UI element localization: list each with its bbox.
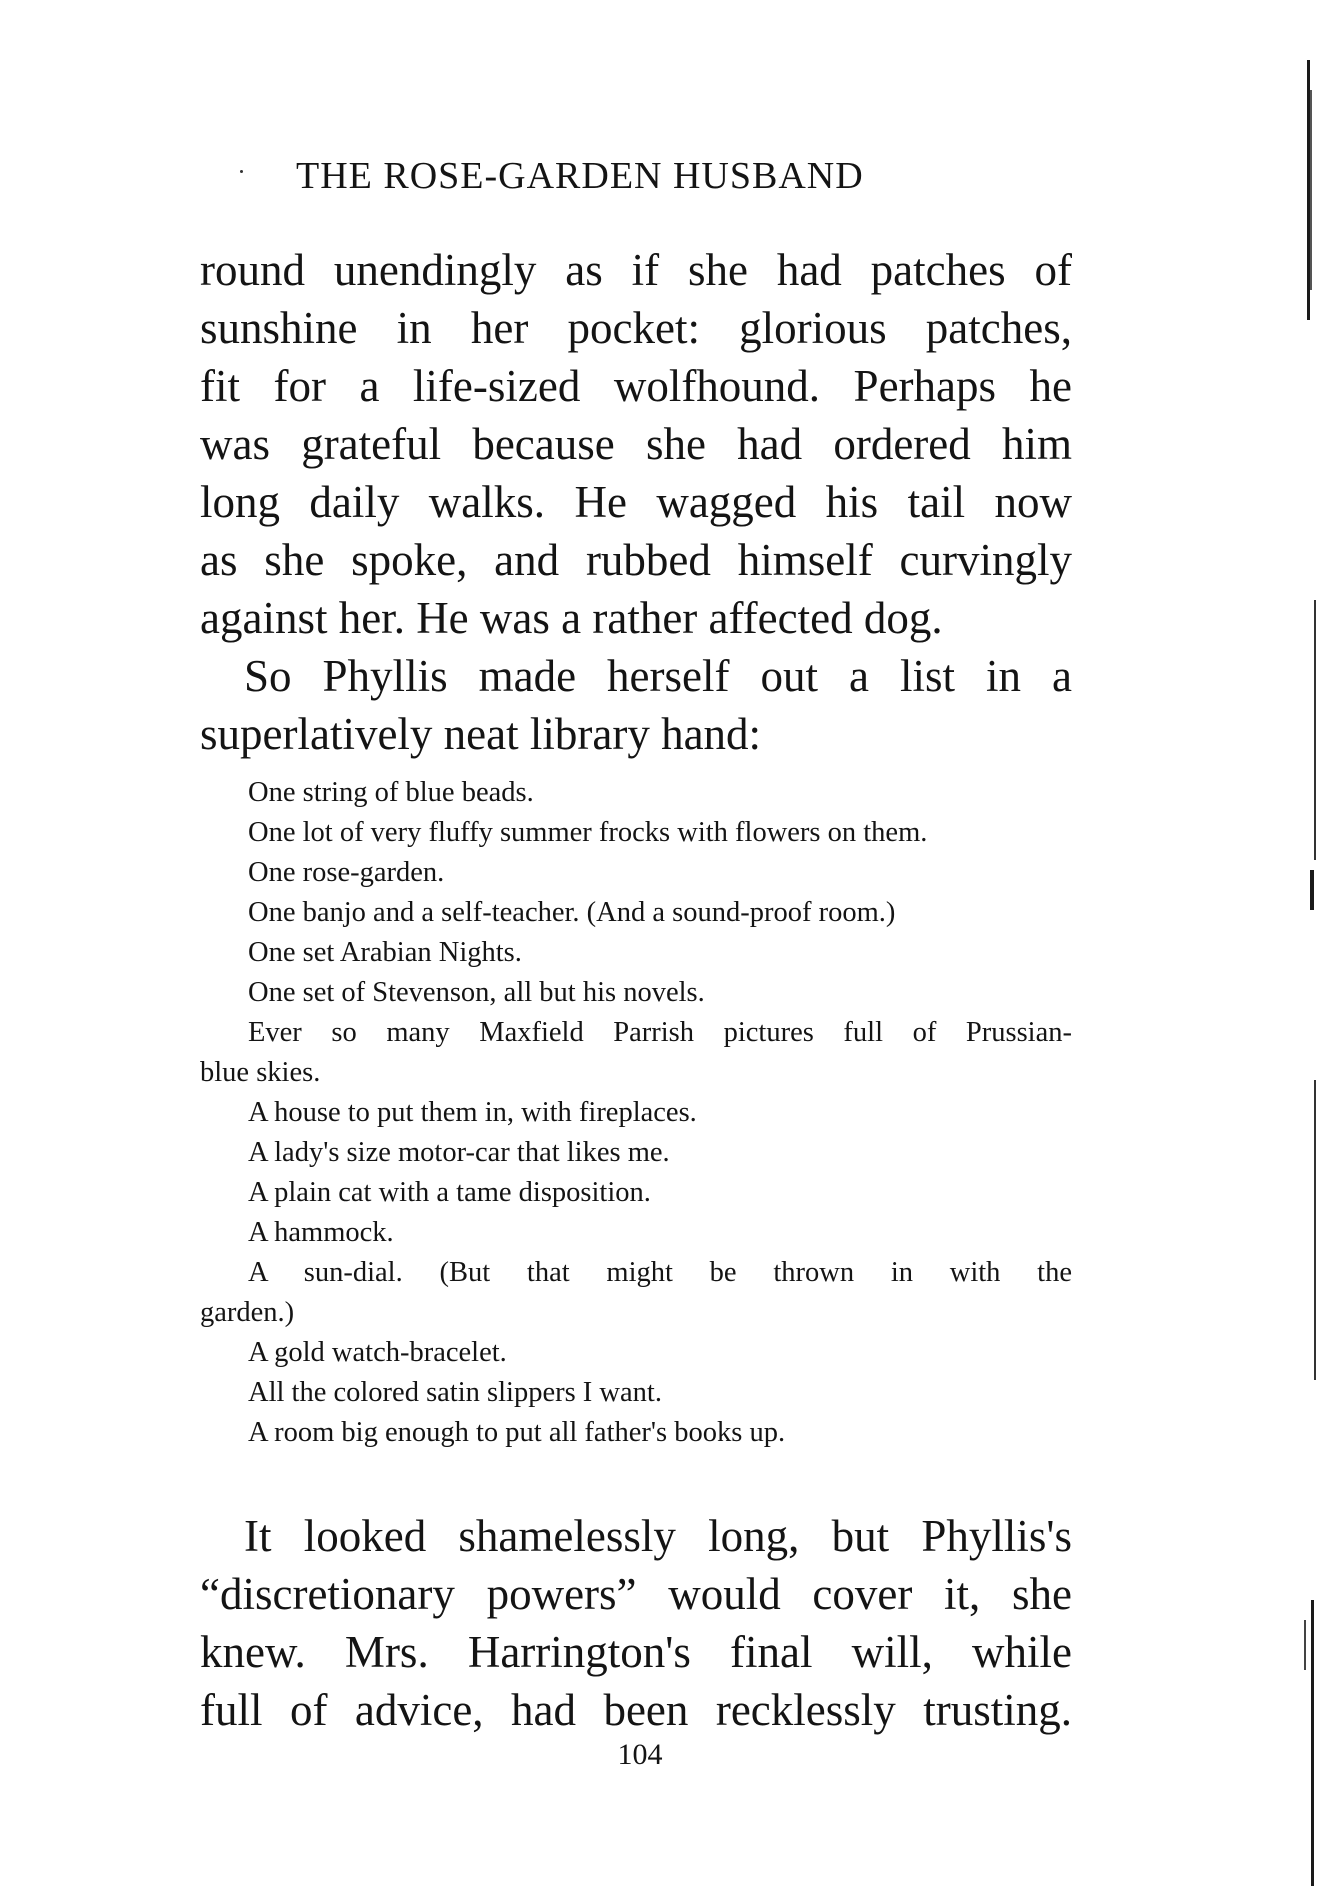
list-item: One set Arabian Nights.: [248, 937, 522, 968]
list-item: A room big enough to put all father's books up.: [248, 1417, 786, 1448]
list-item: A hammock.: [248, 1217, 394, 1248]
body-line: It looked shamelessly long, but Phyllis's: [244, 1511, 1072, 1561]
list-item: A sun-dial. (But that might be thrown in with the: [248, 1257, 1072, 1288]
running-head: THE ROSE-GARDEN HUSBAND: [296, 155, 864, 197]
list-item: A gold watch-bracelet.: [248, 1337, 507, 1368]
list-item: A lady's size motor-car that likes me.: [248, 1137, 670, 1168]
list-item: One banjo and a self-teacher. (And a sound-proof room.): [248, 897, 896, 928]
body-line: superlatively neat library hand:: [200, 709, 762, 759]
body-line: full of advice, had been recklessly trusting.: [200, 1685, 1072, 1735]
body-line: knew. Mrs. Harrington's final will, while: [200, 1627, 1072, 1677]
scan-edge-artifact: [1298, 0, 1338, 1886]
list-item: One lot of very fluffy summer frocks with flowers on them.: [248, 817, 928, 848]
body-line: fit for a life-sized wolfhound. Perhaps he: [200, 361, 1072, 411]
list-item-continuation: blue skies.: [200, 1057, 321, 1088]
scan-speck: [240, 170, 243, 173]
body-line: So Phyllis made herself out a list in a: [244, 651, 1072, 701]
list-item: A plain cat with a tame disposition.: [248, 1177, 651, 1208]
list-item: Ever so many Maxfield Parrish pictures full of Prussian-: [248, 1017, 1072, 1048]
list-item-continuation: garden.): [200, 1297, 295, 1328]
body-line: against her. He was a rather affected dog.: [200, 593, 943, 643]
page-number: 104: [617, 1738, 663, 1771]
body-line: long daily walks. He wagged his tail now: [200, 477, 1072, 527]
list-item: One set of Stevenson, all but his novels.: [248, 977, 705, 1008]
body-line: sunshine in her pocket: glorious patches,: [200, 303, 1072, 353]
list-item: One string of blue beads.: [248, 777, 534, 808]
body-line: as she spoke, and rubbed himself curvingly: [200, 535, 1072, 585]
list-item: One rose-garden.: [248, 857, 445, 888]
list-item: All the colored satin slippers I want.: [248, 1377, 662, 1408]
body-line: was grateful because she had ordered him: [200, 419, 1072, 469]
body-line: round unendingly as if she had patches of: [200, 245, 1072, 295]
list-item: A house to put them in, with fireplaces.: [248, 1097, 697, 1128]
body-line: “discretionary powers” would cover it, she: [200, 1569, 1072, 1619]
